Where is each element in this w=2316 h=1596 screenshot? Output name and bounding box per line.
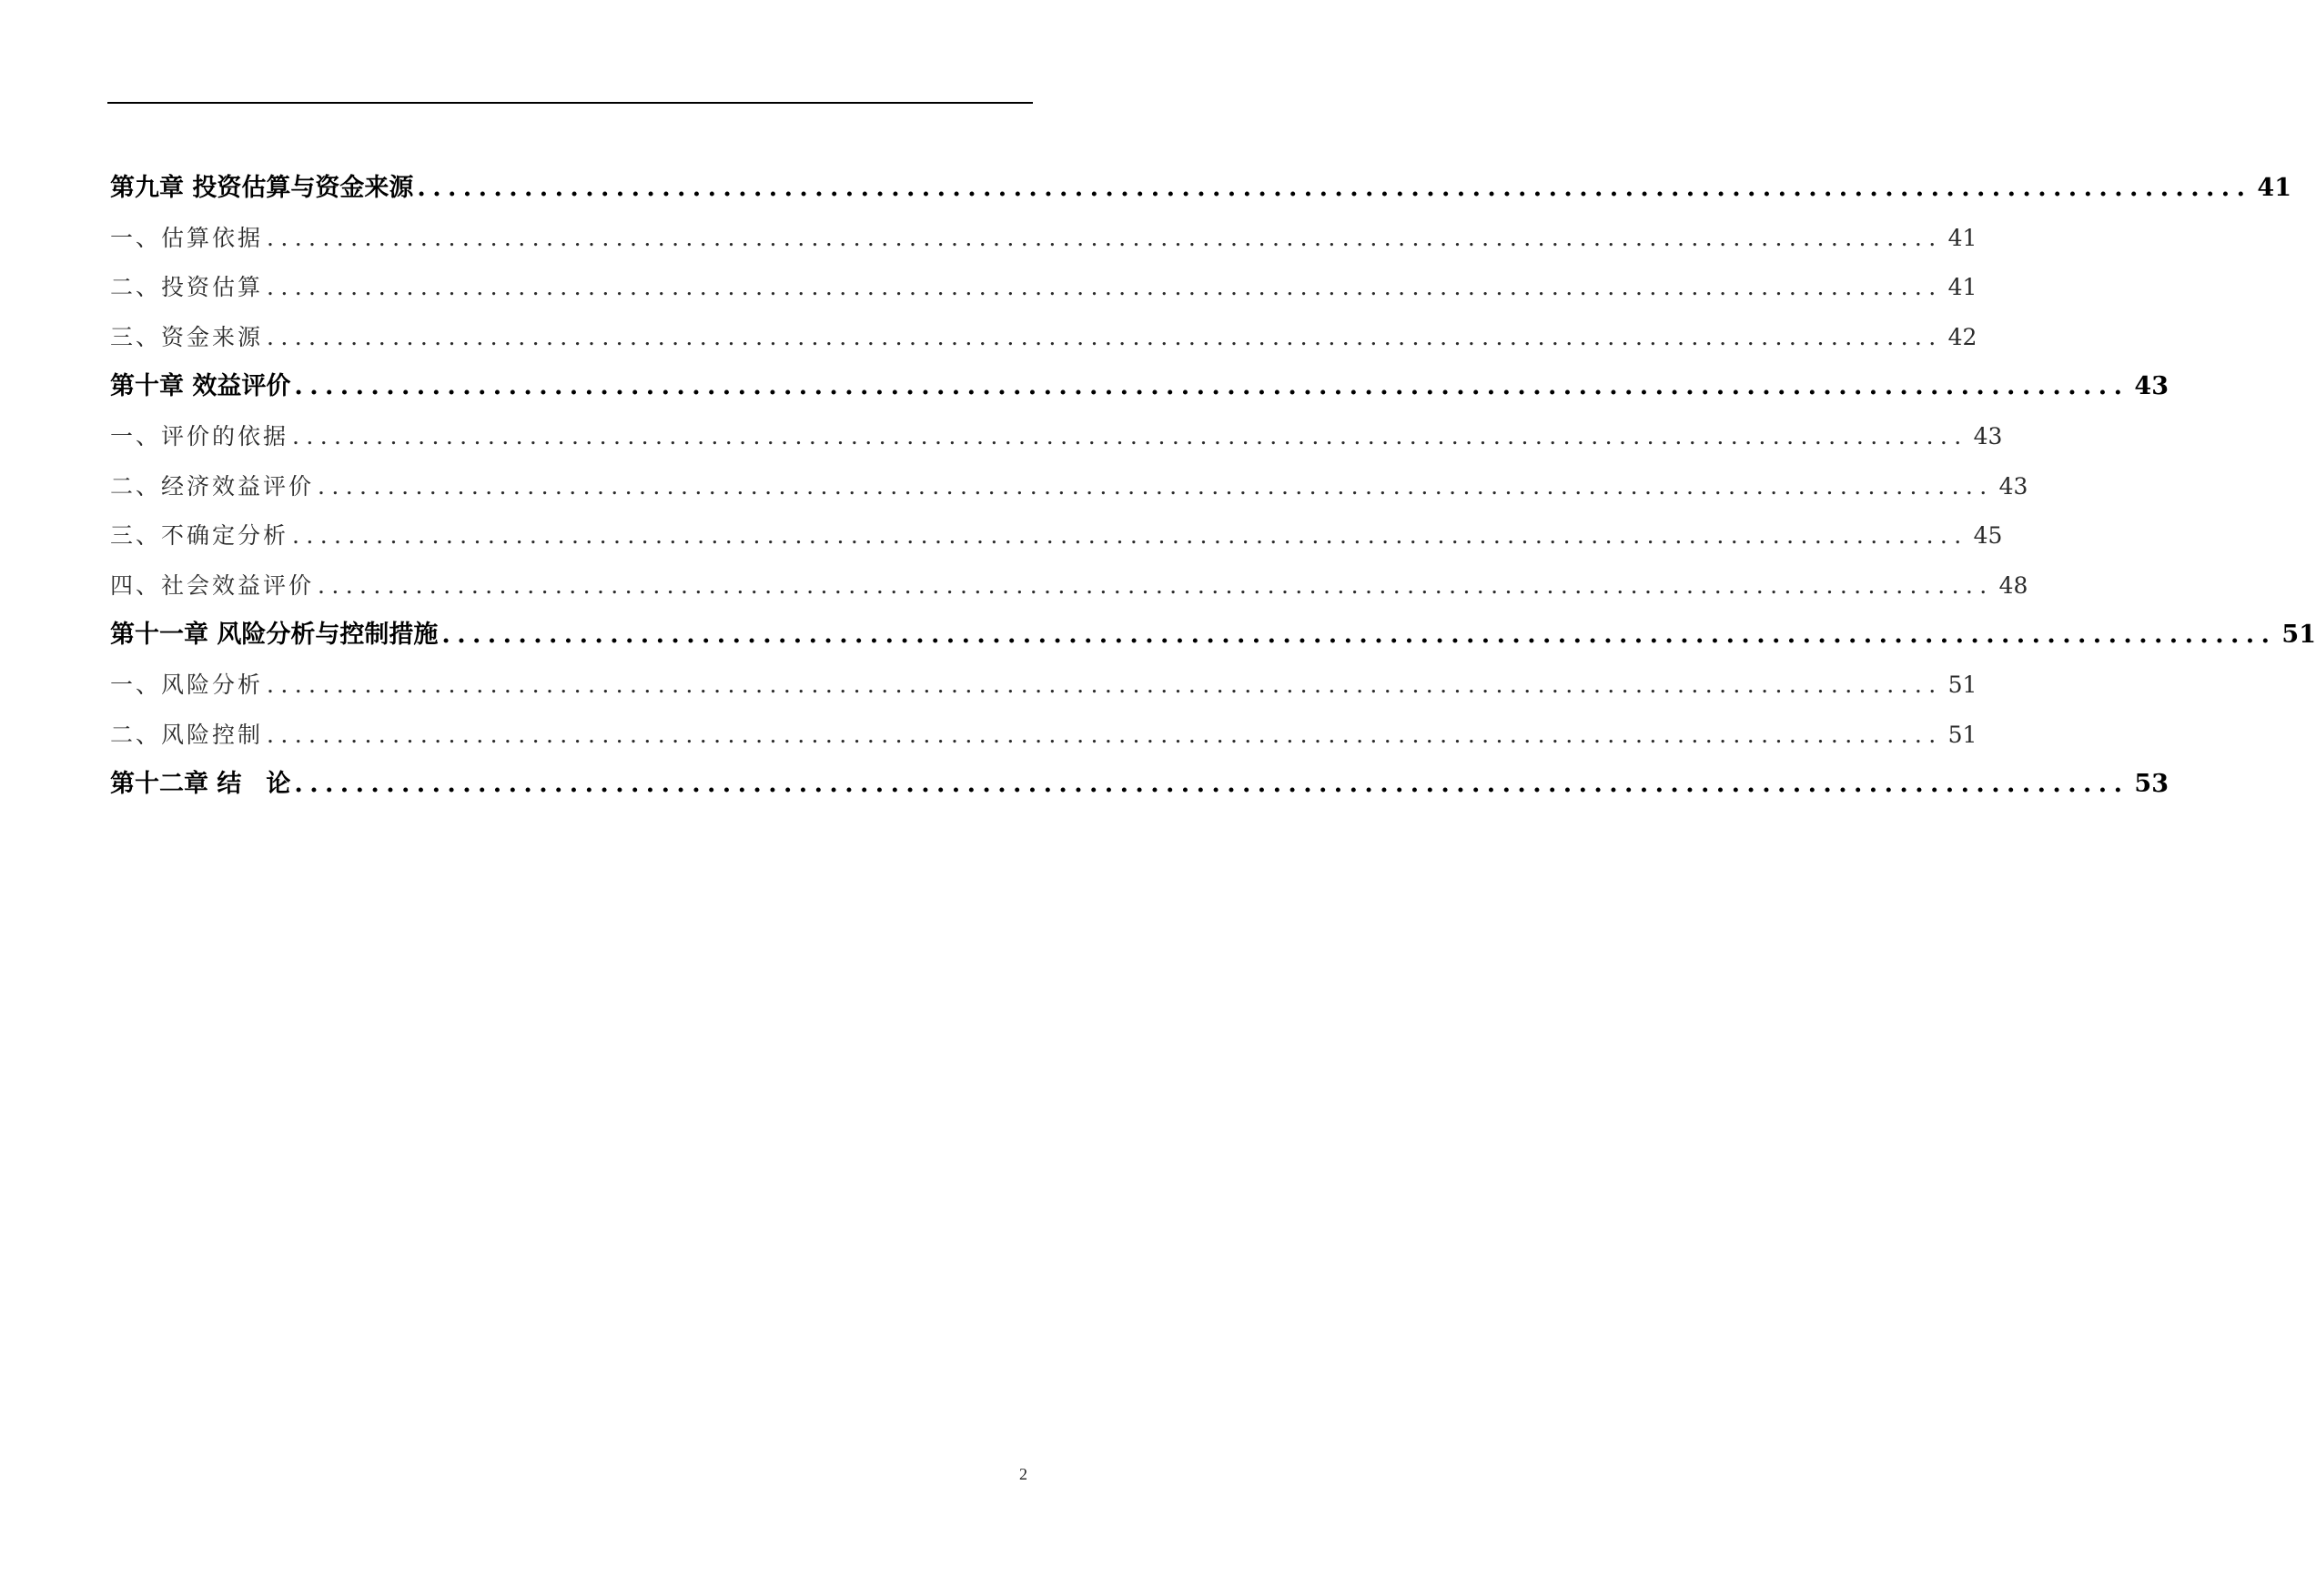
toc-entry-chapter-11[interactable] [110,611,2316,661]
toc-dot-leader: ........................................................................................................................ [417,174,2252,202]
toc-entry-title: 一、评价的依据 [110,422,289,450]
toc-entry-title: 第十章 效益评价 [110,372,291,401]
toc-entry-section[interactable] [110,511,2003,561]
toc-entry-section[interactable] [110,661,1977,711]
toc-entry-chapter-10[interactable] [110,362,2169,412]
toc-entry-title: 三、不确定分析 [110,522,289,550]
toc-entry-title: 三、资金来源 [110,323,264,350]
toc-entry-page: 51 [2281,621,2316,650]
toc-entry-page: 41 [2257,174,2291,202]
toc-dot-leader: ........................................................................................................................ [318,472,1994,500]
toc-dot-leader: ........................................................................................................................ [292,522,1968,550]
header-rule [107,102,1033,104]
toc-entry-page: 41 [1947,274,1977,301]
toc-entry-chapter-12[interactable] [110,760,2169,810]
table-of-contents [110,164,2316,810]
toc-entry-page: 51 [1947,671,1977,698]
toc-entry-page: 41 [1947,224,1977,251]
toc-dot-leader: ........................................................................................................................ [267,224,1943,251]
toc-entry-title: 一、估算依据 [110,224,264,251]
toc-entry-title: 二、风险控制 [110,721,264,748]
toc-dot-leader: ........................................................................................................................ [292,422,1968,450]
toc-entry-section[interactable] [110,263,1977,313]
toc-entry-chapter-9[interactable] [110,164,2291,214]
toc-entry-title: 第九章 投资估算与资金来源 [110,174,414,202]
toc-entry-title: 一、风险分析 [110,671,264,698]
toc-entry-section[interactable] [110,313,1977,363]
toc-entry-section[interactable] [110,412,2003,462]
toc-entry-page: 43 [2134,372,2169,401]
toc-entry-section[interactable] [110,214,1977,264]
toc-entry-title: 第十一章 风险分析与控制措施 [110,621,439,650]
toc-dot-leader: ........................................................................................................................ [318,571,1994,599]
toc-entry-page: 53 [2134,770,2169,799]
toc-entry-title: 四、社会效益评价 [110,571,315,599]
toc-entry-page: 42 [1947,323,1977,350]
toc-dot-leader: ........................................................................................................................ [294,770,2129,799]
toc-dot-leader: ........................................................................................................................ [294,372,2129,401]
toc-dot-leader: ........................................................................................................................ [267,274,1943,301]
page-number: 2 [1019,1465,1027,1483]
toc-entry-title: 二、投资估算 [110,274,264,301]
toc-entry-title: 二、经济效益评价 [110,472,315,500]
toc-entry-section[interactable] [110,711,1977,761]
toc-entry-title: 第十二章 结 论 [110,770,291,799]
toc-entry-section[interactable] [110,561,2028,611]
toc-entry-page: 48 [1998,571,2028,599]
toc-entry-page: 45 [1973,522,2003,550]
toc-dot-leader: ........................................................................................................................ [267,323,1943,350]
toc-dot-leader: ........................................................................................................................ [441,621,2277,650]
toc-entry-section[interactable] [110,462,2028,512]
toc-entry-page: 43 [1973,422,2003,450]
toc-dot-leader: ........................................................................................................................ [267,671,1943,698]
toc-entry-page: 51 [1947,721,1977,748]
toc-dot-leader: ........................................................................................................................ [267,721,1943,748]
toc-entry-page: 43 [1998,472,2028,500]
